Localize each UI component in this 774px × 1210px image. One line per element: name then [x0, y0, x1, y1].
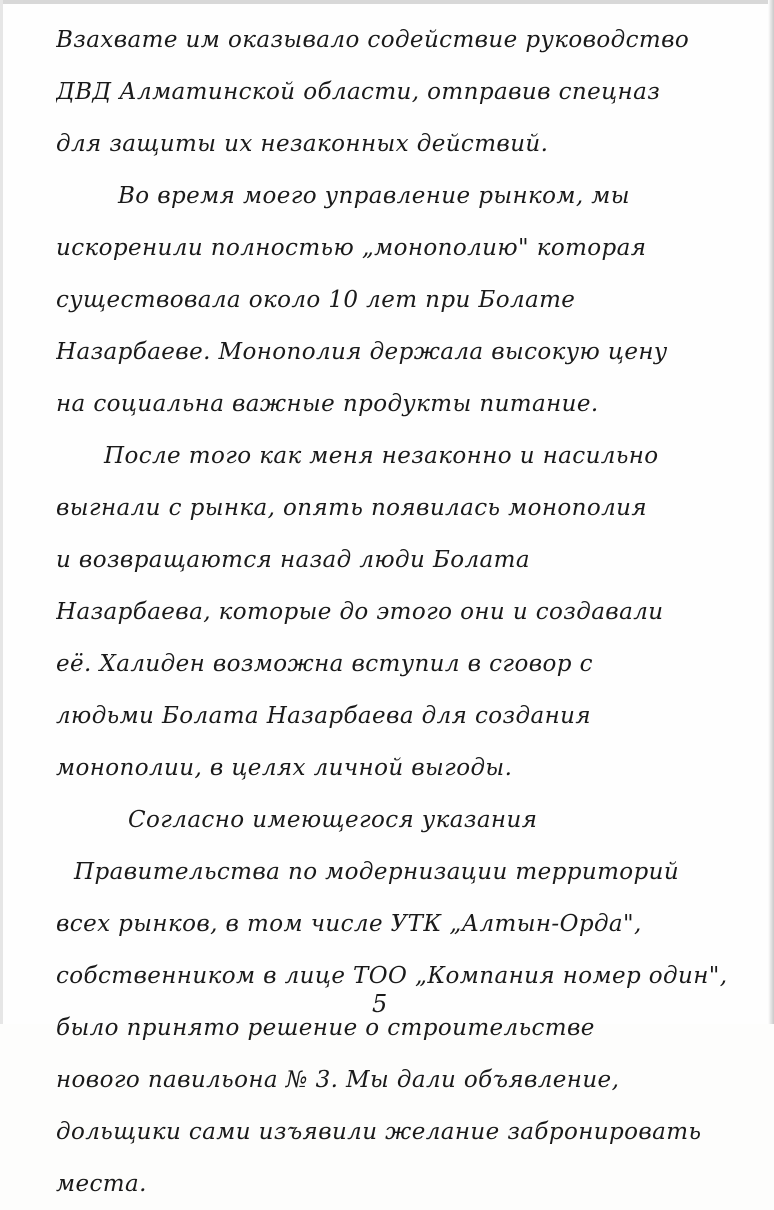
text-line: искоренили полностью „монополию" которая	[56, 235, 647, 261]
paragraph-start-line: Согласно имеющегося указания	[128, 807, 538, 833]
text-line: Назарбаева, которые до этого они и создавали	[56, 599, 664, 625]
page-number: 5	[372, 990, 388, 1018]
text-line: на социальна важные продукты питание.	[56, 391, 599, 417]
text-line: всех рынков, в том числе УТК „Алтын-Орда",	[56, 911, 642, 937]
text-line: людьми Болата Назарбаева для создания	[56, 703, 591, 729]
text-line: её. Халиден возможна вступил в сговор с	[56, 651, 593, 677]
text-line: выгнали с рынка, опять появилась монополия	[56, 495, 647, 521]
page-top-edge	[0, 0, 774, 4]
text-line: монополии, в целях личной выгоды.	[56, 755, 513, 781]
text-line: нового павильона № 3. Мы дали объявление,	[56, 1067, 620, 1093]
text-line: Назарбаеве. Монополия держала высокую цену	[56, 339, 668, 365]
page-right-edge	[768, 0, 774, 1024]
text-line: места.	[56, 1171, 147, 1197]
text-line: было принято решение о строительстве	[56, 1015, 595, 1041]
text-line: Взахвате им оказывало содействие руководство	[56, 27, 690, 53]
page-left-edge	[0, 0, 3, 1024]
text-line: и возвращаются назад люди Болата	[56, 547, 530, 573]
text-line: дольщики сами изъявили желание забронировать	[56, 1119, 702, 1145]
text-line: существовала около 10 лет при Болате	[56, 287, 576, 313]
text-line: для защиты их незаконных действий.	[56, 131, 549, 157]
paragraph-start-line: Во время моего управление рынком, мы	[118, 183, 630, 209]
text-line: собственником в лице ТОО „Компания номер один",	[56, 963, 728, 989]
handwritten-text-body	[56, 14, 746, 1210]
text-line: ДВД Алматинской области, отправив спецназ	[56, 79, 661, 105]
paragraph-start-line: После того как меня незаконно и насильно	[104, 443, 659, 469]
text-line: Правительства по модернизации территорий	[74, 859, 680, 885]
